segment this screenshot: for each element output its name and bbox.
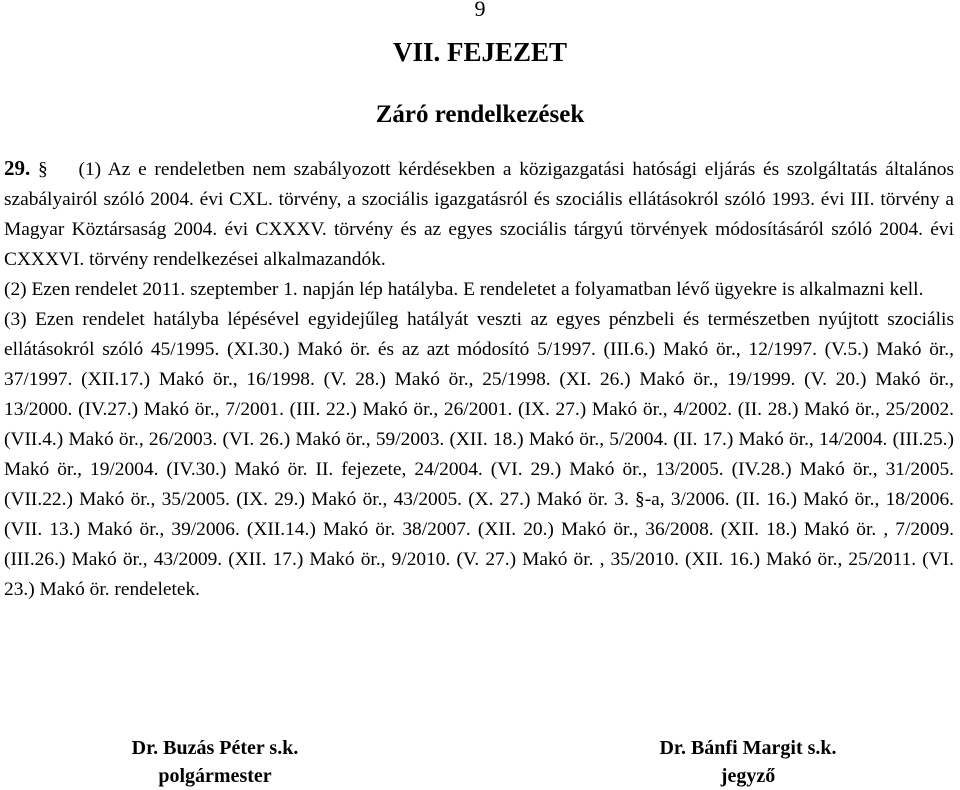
section-symbol: § bbox=[37, 159, 48, 180]
regulation-body bbox=[4, 153, 954, 605]
signature-title: jegyző bbox=[720, 765, 776, 787]
section-number: 29. bbox=[4, 156, 31, 180]
signature-name: Dr. Buzás Péter s.k. bbox=[131, 737, 299, 759]
paragraph-3 bbox=[4, 305, 954, 605]
signature-mayor bbox=[55, 734, 375, 790]
paragraph-1 bbox=[4, 153, 954, 275]
chapter-subtitle: Záró rendelkezések bbox=[375, 101, 585, 128]
chapter-title: VII. FEJEZET bbox=[392, 37, 568, 67]
signature-title: polgármester bbox=[158, 765, 272, 787]
paragraph-3-text: (3) Ezen rendelet hatályba lépésével egyidejűleg hatályát veszti az egyes pénzbeli és természetben nyújtott szociális ellátásokról szóló 45/1995. (XI.30.) Makó ör. és az azt módosító 5/1997. (III.6.) Makó ör., 12/1997. (V.5.) Makó ör., 37/1997. (XII.17.) Makó ör., 16/1998. (V. 28.) Makó ör., 25/1998. (XI. 26.) Makó ör., 19/1999. (V. 20.) Makó ör., 13/2000. (IV.27.) Makó ör., 7/2001. (III. 22.) Makó ör., 26/2001. (IX. 27.) Makó ör., 4/2002. (II. 28.) Makó ör., 25/2002. (VII.4.) Makó ör., 26/2003. (VI. 26.) Makó ör., 59/2003. (XII. 18.) Makó ör., 5/2004. (II. 17.) Makó ör., 14/2004. (III.25.) Makó ör., 19/2004. (IV.30.) Makó ör. II. fejezete, 24/2004. (VI. 29.) Makó ör., 13/2005. (IV.28.) Makó ör., 31/2005. (VII.22.) Makó ör., 35/2005. (IX. 29.) Makó ör., 43/2005. (X. 27.) Makó ör. 3. §-a, 3/2006. (II. 16.) Makó ör., 18/2006. (VII. 13.) Makó ör., 39/2006. (XII.14.) Makó ör. 38/2007. (XII. 20.) Makó ör., 36/2008. (XII. 18.) Makó ör. , 7/2009. (III.26.) Makó ör., 43/2009. (XII. 17.) Makó ör., 9/2010. (V. 27.) Makó ör. , 35/2010. (XII. 16.) Makó ör., 25/2011. (VI. 23.) Makó ör. rendeletek. bbox=[4, 309, 954, 600]
signature-notary bbox=[588, 734, 908, 790]
paragraph-2 bbox=[4, 275, 954, 305]
page-number: 9 bbox=[474, 0, 486, 21]
paragraph-2-text: (2) Ezen rendelet 2011. szeptember 1. napján lép hatályba. E rendeletet a folyamatban lévő ügyekre is alkalmazni kell. bbox=[4, 279, 924, 300]
paragraph-1-text: (1) Az e rendeletben nem szabályozott kérdésekben a közigazgatási hatósági eljárás és szolgáltatás általános szabályairól szóló 2004. évi CXL. törvény, a szociális igazgatásról és szociális ellátásokról szóló 1993. évi III. törvény a Magyar Köztársaság 2004. évi CXXXV. törvény és az egyes szociális tárgyú törvények módosításáról szóló 2004. évi CXXXVI. törvény rendelkezései alkalmazandók. bbox=[4, 159, 955, 270]
signature-name: Dr. Bánfi Margit s.k. bbox=[659, 737, 837, 759]
